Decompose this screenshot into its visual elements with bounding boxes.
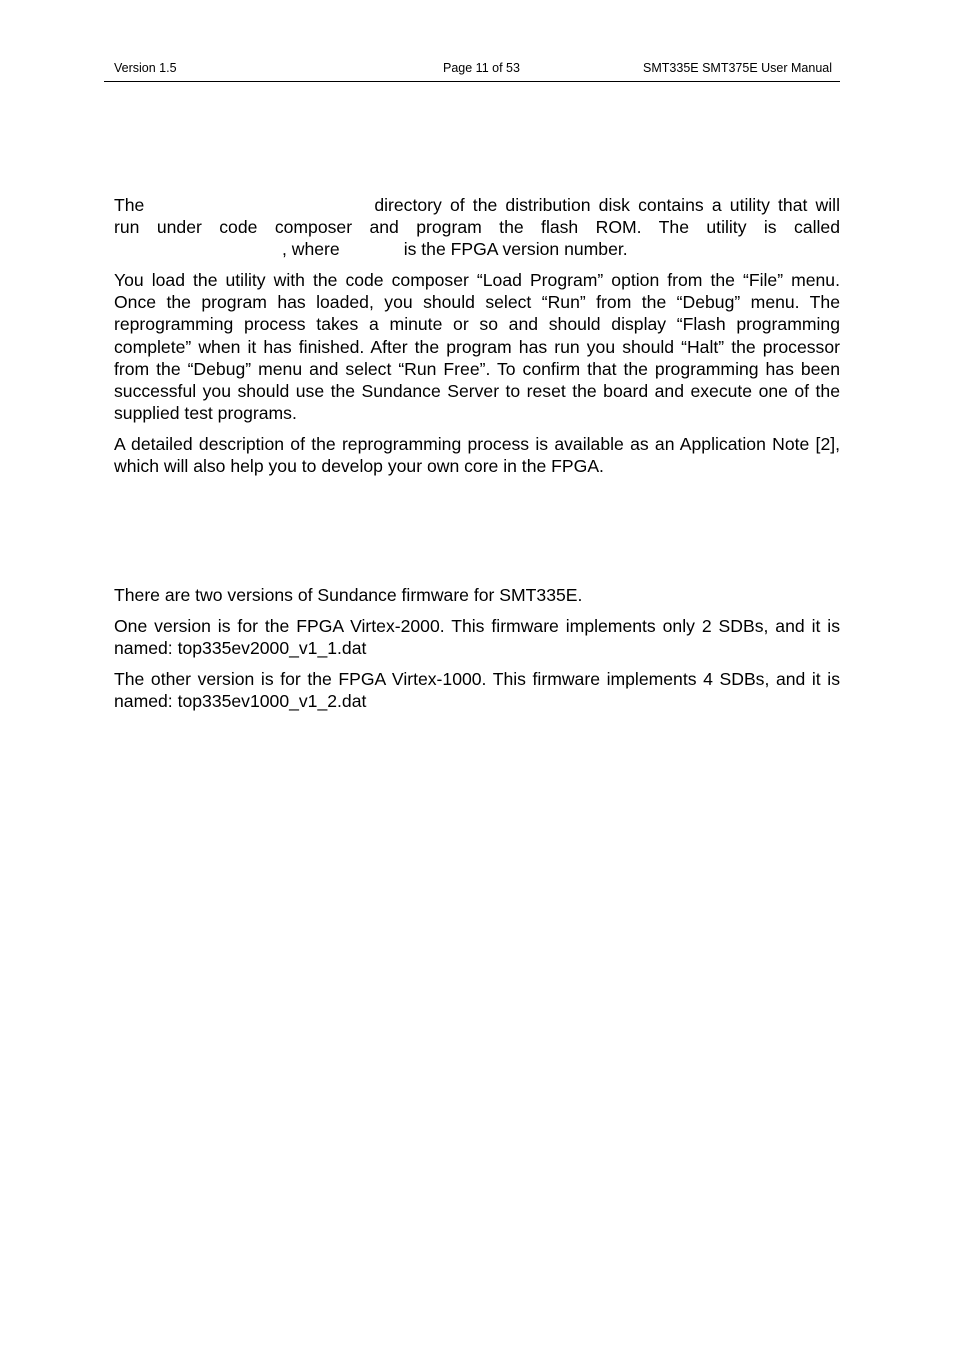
firmware-v2000: One version is for the FPGA Virtex-2000. This firmware implements only 2 SDBs, and it is named: top335ev2000_v1_1.dat <box>114 616 840 659</box>
utility-text-start: The <box>114 195 145 215</box>
manual-title: SMT335E SMT375E User Manual <box>643 61 832 75</box>
firmware-intro: There are two versions of Sundance firmware for SMT335E. <box>114 585 583 605</box>
version-label: Version 1.5 <box>114 61 177 75</box>
utility-text-middle: directory of the distribution disk contains a utility that will run under code composer and program the flash ROM. The utility is called <box>114 195 840 238</box>
page-number: Page 11 of 53 <box>443 61 520 75</box>
firmware-v1000: The other version is for the FPGA Virtex-1000. This firmware implements 4 SDBs, and it is named: top335ev1000_v1_2.dat <box>114 669 840 712</box>
utility-paragraph <box>114 194 840 260</box>
firmware-versions-section <box>114 584 840 721</box>
utility-text-where: , where <box>282 239 340 260</box>
app-note-paragraph: A detailed description of the reprogramming process is available as an Application Note [2], which will also help you to develop your own core in the FPGA. <box>114 433 840 477</box>
utility-text-end: is the FPGA version number. <box>403 239 628 260</box>
load-utility-paragraph: You load the utility with the code composer “Load Program” option from the “File” menu. Once the program has loaded, you should select “Run” from the “Debug” menu. The reprogramming process takes a minute or so and should display “Flash programming complete” when it has finished. After the program has run you should “Halt” the processor from the “Debug” menu and select “Run Free”. To confirm that the programming has been successful you should use the Sundance Server to reset the board and execute one of the supplied test programs. <box>114 270 840 423</box>
flash-utility-section <box>114 194 840 486</box>
page-header <box>104 61 840 82</box>
